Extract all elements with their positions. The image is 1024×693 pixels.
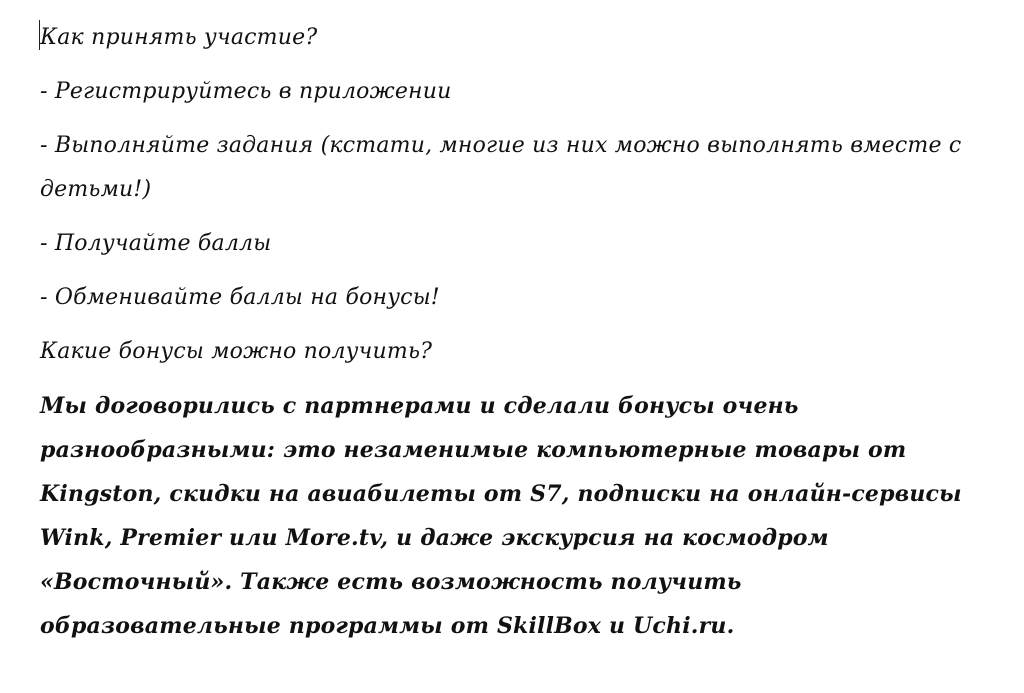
- document-text-area[interactable]: [40, 16, 988, 658]
- list-item-complete-tasks: - Выполняйте задания (кстати, многие из них можно выполнять вместе с детьми!): [40, 133, 962, 202]
- list-item-get-points: - Получайте баллы: [40, 231, 272, 256]
- list-item-register: - Регистрируйтесь в приложении: [40, 79, 452, 104]
- list-item-exchange-points: - Обменивайте баллы на бонусы!: [40, 285, 440, 310]
- heading-what-bonuses: Какие бонусы можно получить?: [40, 339, 433, 364]
- heading-how-to-participate: Как принять участие?: [40, 25, 318, 50]
- bonuses-description-paragraph: Мы договорились с партнерами и сделали бонусы очень разнообразными: это незаменимые компьютерные товары от Kingston, скидки на авиабилеты от S7, подписки на онлайн-сервисы Wink, Premier или More.tv, и даже экскурсия на космодром «Восточный». Также есть возможность получить образовательные программы от SkillBox и Uchi.ru.: [40, 393, 962, 639]
